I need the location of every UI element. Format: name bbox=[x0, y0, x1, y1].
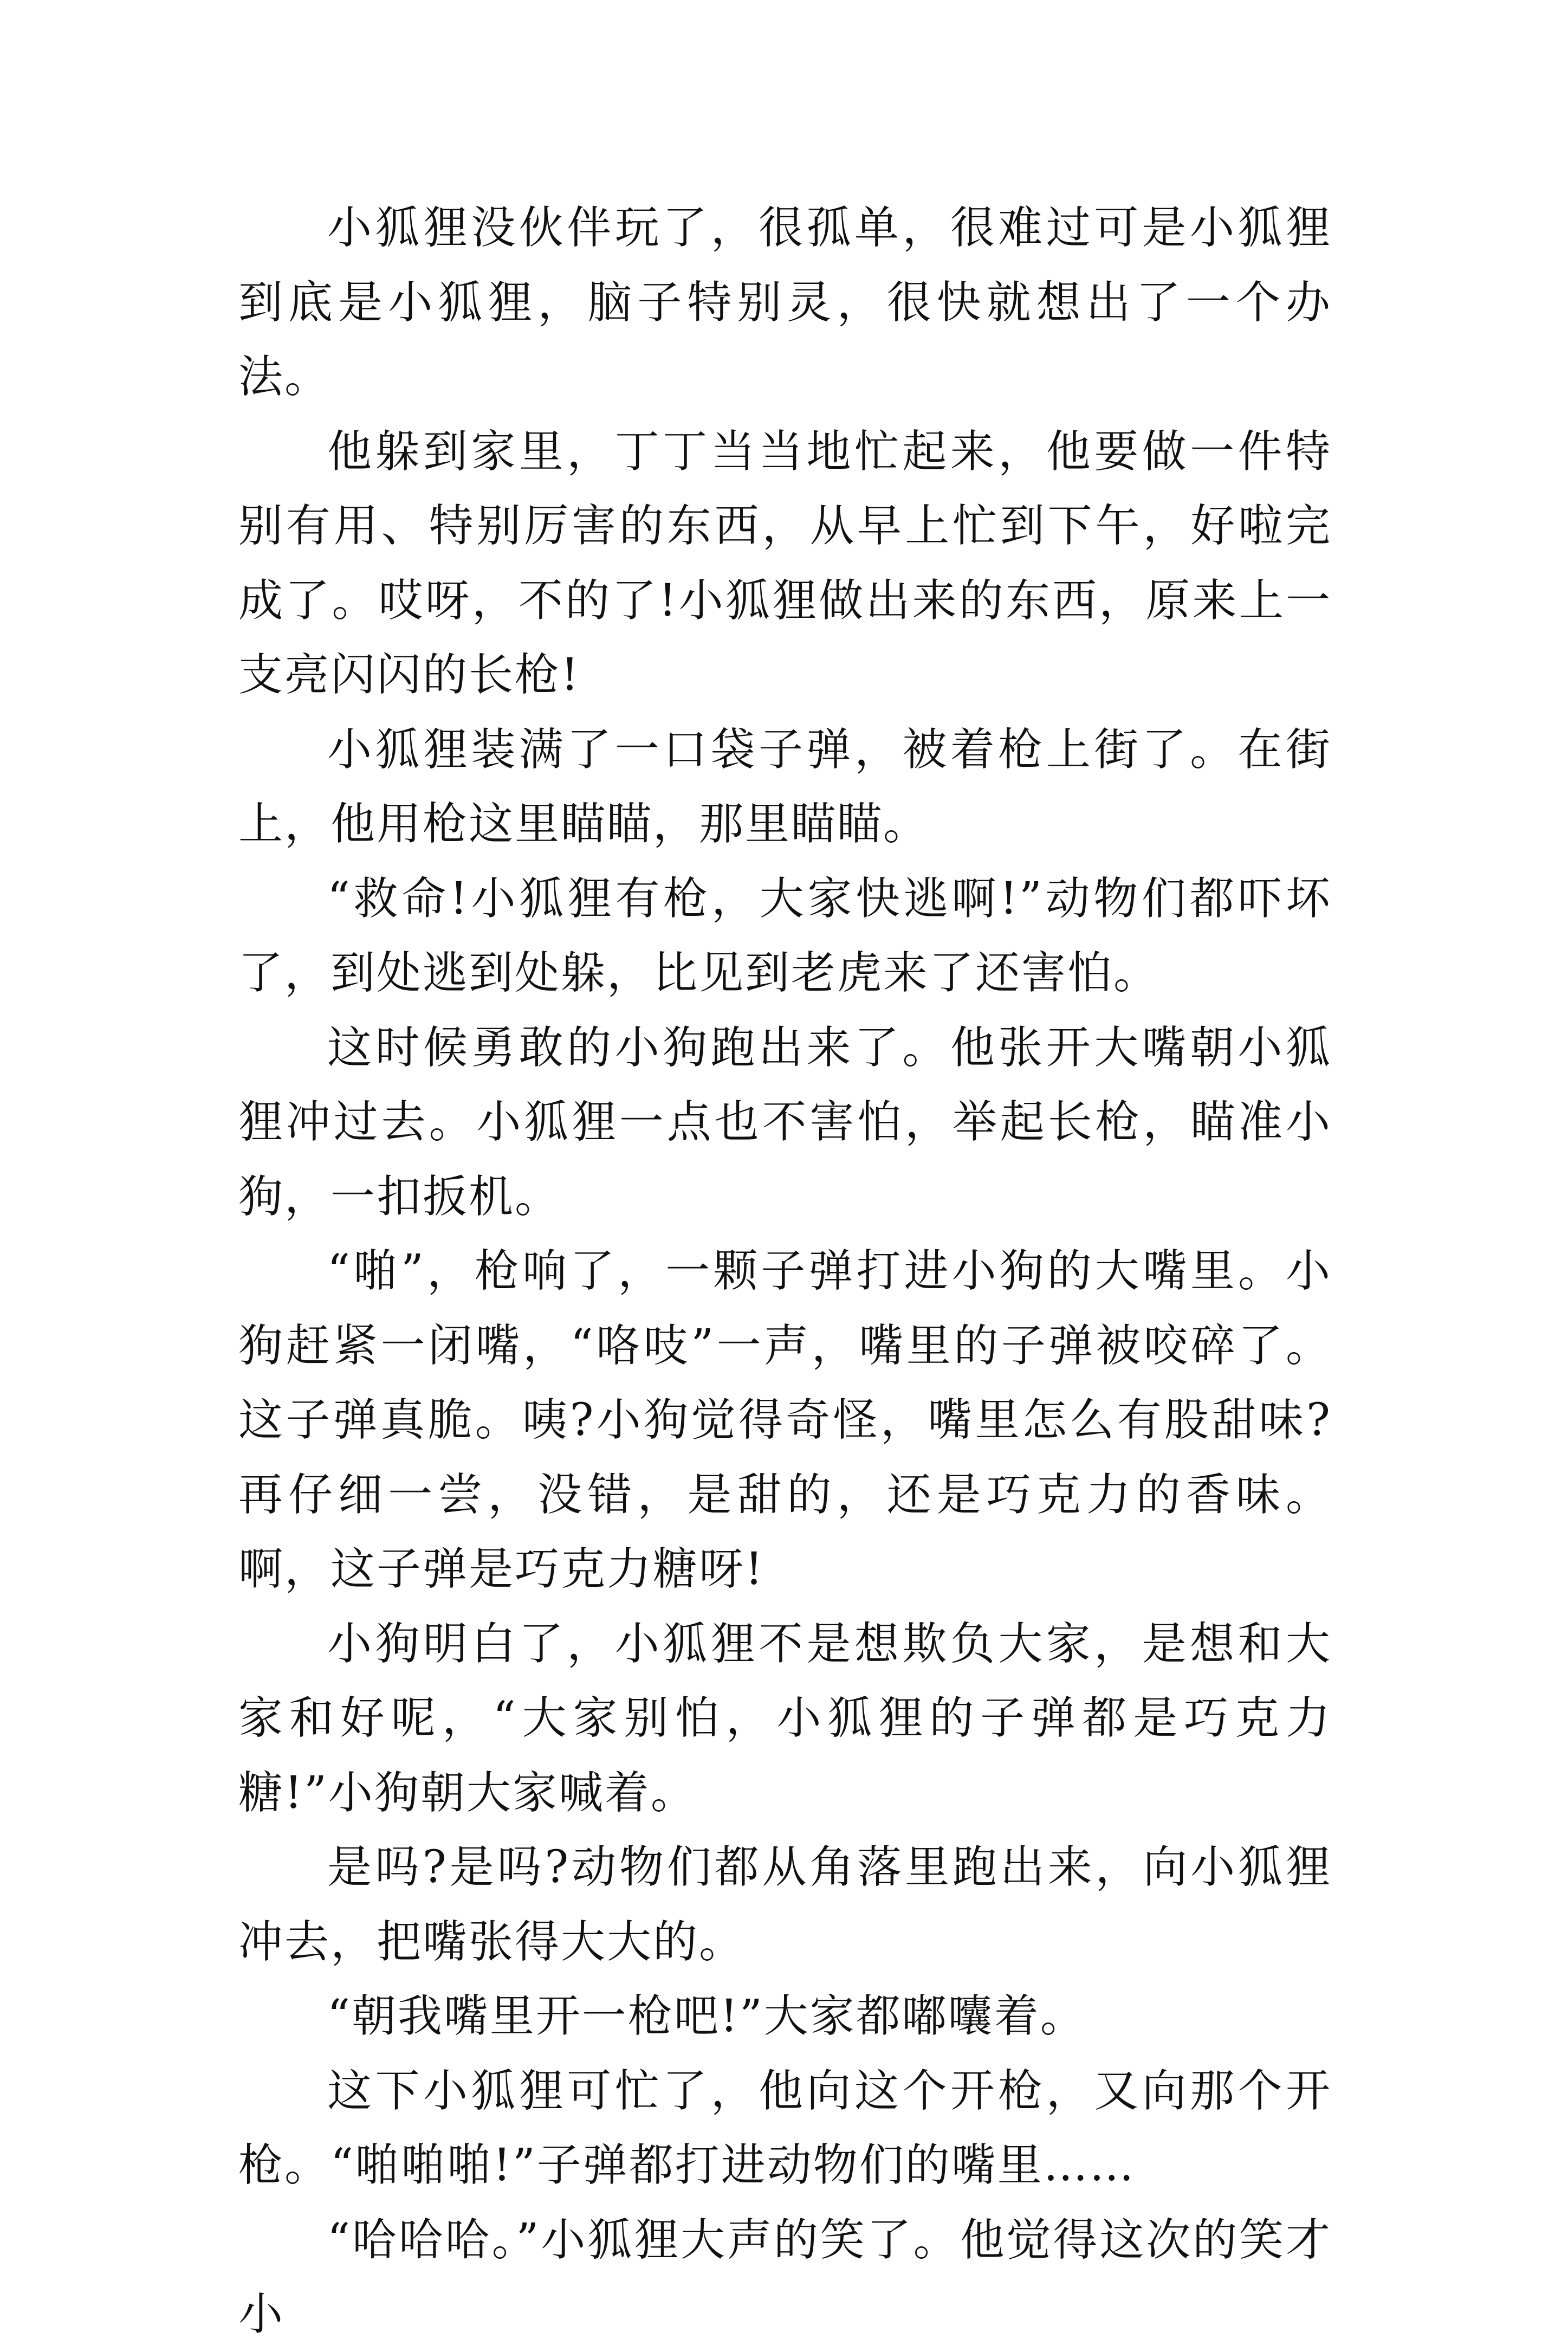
paragraph: “救命!小狐狸有枪，大家快逃啊!”动物们都吓坏了，到处逃到处躲，比见到老虎来了还害怕。 bbox=[238, 873, 1332, 999]
paragraph: 小狐狸装满了一口袋子弹，被着枪上街了。在街上，他用枪这里瞄瞄，那里瞄瞄。 bbox=[238, 723, 1332, 850]
paragraph: “哈哈哈。”小狐狸大声的笑了。他觉得这次的笑才小 bbox=[238, 2214, 1332, 2340]
paragraph: 小狗明白了，小狐狸不是想欺负大家，是想和大家和好呢，“大家别怕，小狐狸的子弹都是巧克力糖!”小狗朝大家喊着。 bbox=[238, 1618, 1332, 1819]
paragraph: 这时候勇敢的小狗跑出来了。他张开大嘴朝小狐狸冲过去。小狐狸一点也不害怕，举起长枪，瞄准小狗，一扣扳机。 bbox=[238, 1022, 1332, 1223]
paragraph: 他躲到家里，丁丁当当地忙起来，他要做一件特别有用、特别厉害的东西，从早上忙到下午，好啦完成了。哎呀，不的了!小狐狸做出来的东西，原来上一支亮闪闪的长枪! bbox=[238, 425, 1332, 701]
story-text bbox=[238, 191, 1332, 2340]
paragraph: 小狐狸没伙伴玩了，很孤单，很难过可是小狐狸到底是小狐狸，脑子特别灵，很快就想出了一个办法。 bbox=[238, 202, 1332, 403]
paragraph: 这下小狐狸可忙了，他向这个开枪，又向那个开枪。“啪啪啪!”子弹都打进动物们的嘴里…… bbox=[238, 2065, 1332, 2191]
paragraph: “啪”，枪响了，一颗子弹打进小狗的大嘴里。小狗赶紧一闭嘴，“咯吱”一声，嘴里的子弹被咬碎了。这子弹真脆。咦?小狗觉得奇怪，嘴里怎么有股甜味?再仔细一尝，没错，是甜的，还是巧克力的香味。啊，这子弹是巧克力糖呀! bbox=[238, 1245, 1332, 1595]
paragraph: 是吗?是吗?动物们都从角落里跑出来，向小狐狸冲去，把嘴张得大大的。 bbox=[238, 1841, 1332, 1968]
paragraph: “朝我嘴里开一枪吧!”大家都嘟囔着。 bbox=[327, 1991, 1086, 2042]
